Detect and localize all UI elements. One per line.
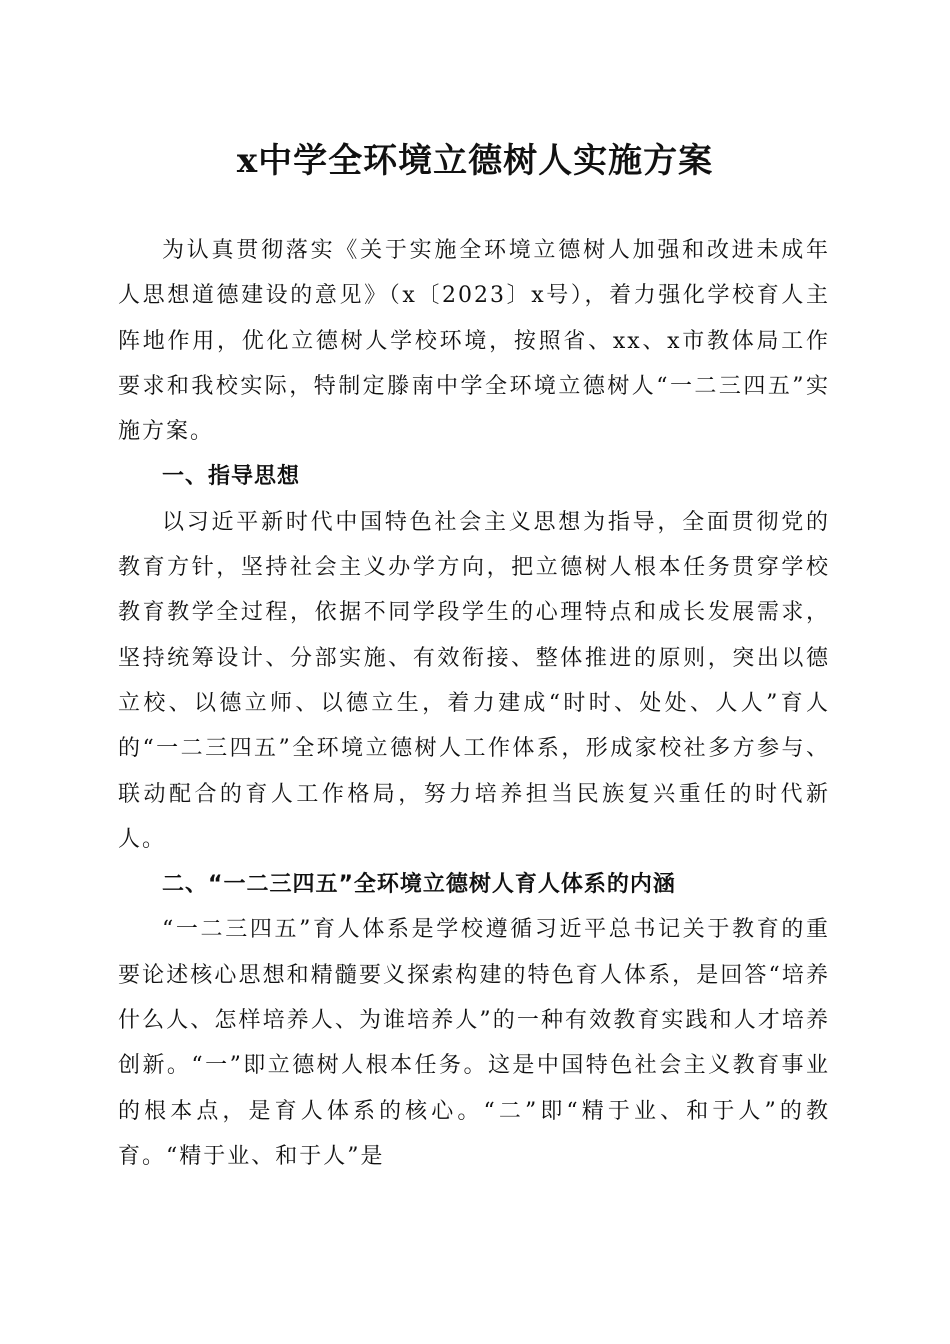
document-title: x中学全环境立德树人实施方案 xyxy=(236,141,714,181)
section-heading-guiding-ideology: 一、指导思想 xyxy=(162,464,301,490)
section-heading-system-connotation: 二、“一二三四五”全环境立德树人育人体系的内涵 xyxy=(162,872,676,898)
section-paragraph-guiding-ideology: 以习近平新时代中国特色社会主义思想为指导，全面贯彻党的教育方针，坚持社会主义办学方向，把立德树人根本任务贯穿学校教育教学全过程，依据不同学段学生的心理特点和成长发展需求，坚持统筹设计、分部实施、有效衔接、整体推进的原则，突出以德立校、以德立师、以德立生，着力建成“时时、处处、人人”育人的“一二三四五”全环境立德树人工作体系，形成家校社多方参与、联动配合的育人工作格局，努力培养担当民族复兴重任的时代新人。 xyxy=(118,509,830,852)
intro-paragraph: 为认真贯彻落实《关于实施全环境立德树人加强和改进未成年人思想道德建设的意见》（x〔2023〕x号），着力强化学校育人主阵地作用，优化立德树人学校环境，按照省、xx、x市教体局工作要求和我校实际，特制定滕南中学全环境立德树人“一二三四五”实施方案。 xyxy=(118,238,830,445)
document-body xyxy=(118,228,830,1179)
section-paragraph-system-connotation: “一二三四五”育人体系是学校遵循习近平总书记关于教育的重要论述核心思想和精髓要义探索构建的特色育人体系，是回答“培养什么人、怎样培养人、为谁培养人”的一种有效教育实践和人才培养创新。“一”即立德树人根本任务。这是中国特色社会主义教育事业的根本点，是育人体系的核心。“二”即“精于业、和于人”的教育。“精于业、和于人”是 xyxy=(118,917,830,1169)
